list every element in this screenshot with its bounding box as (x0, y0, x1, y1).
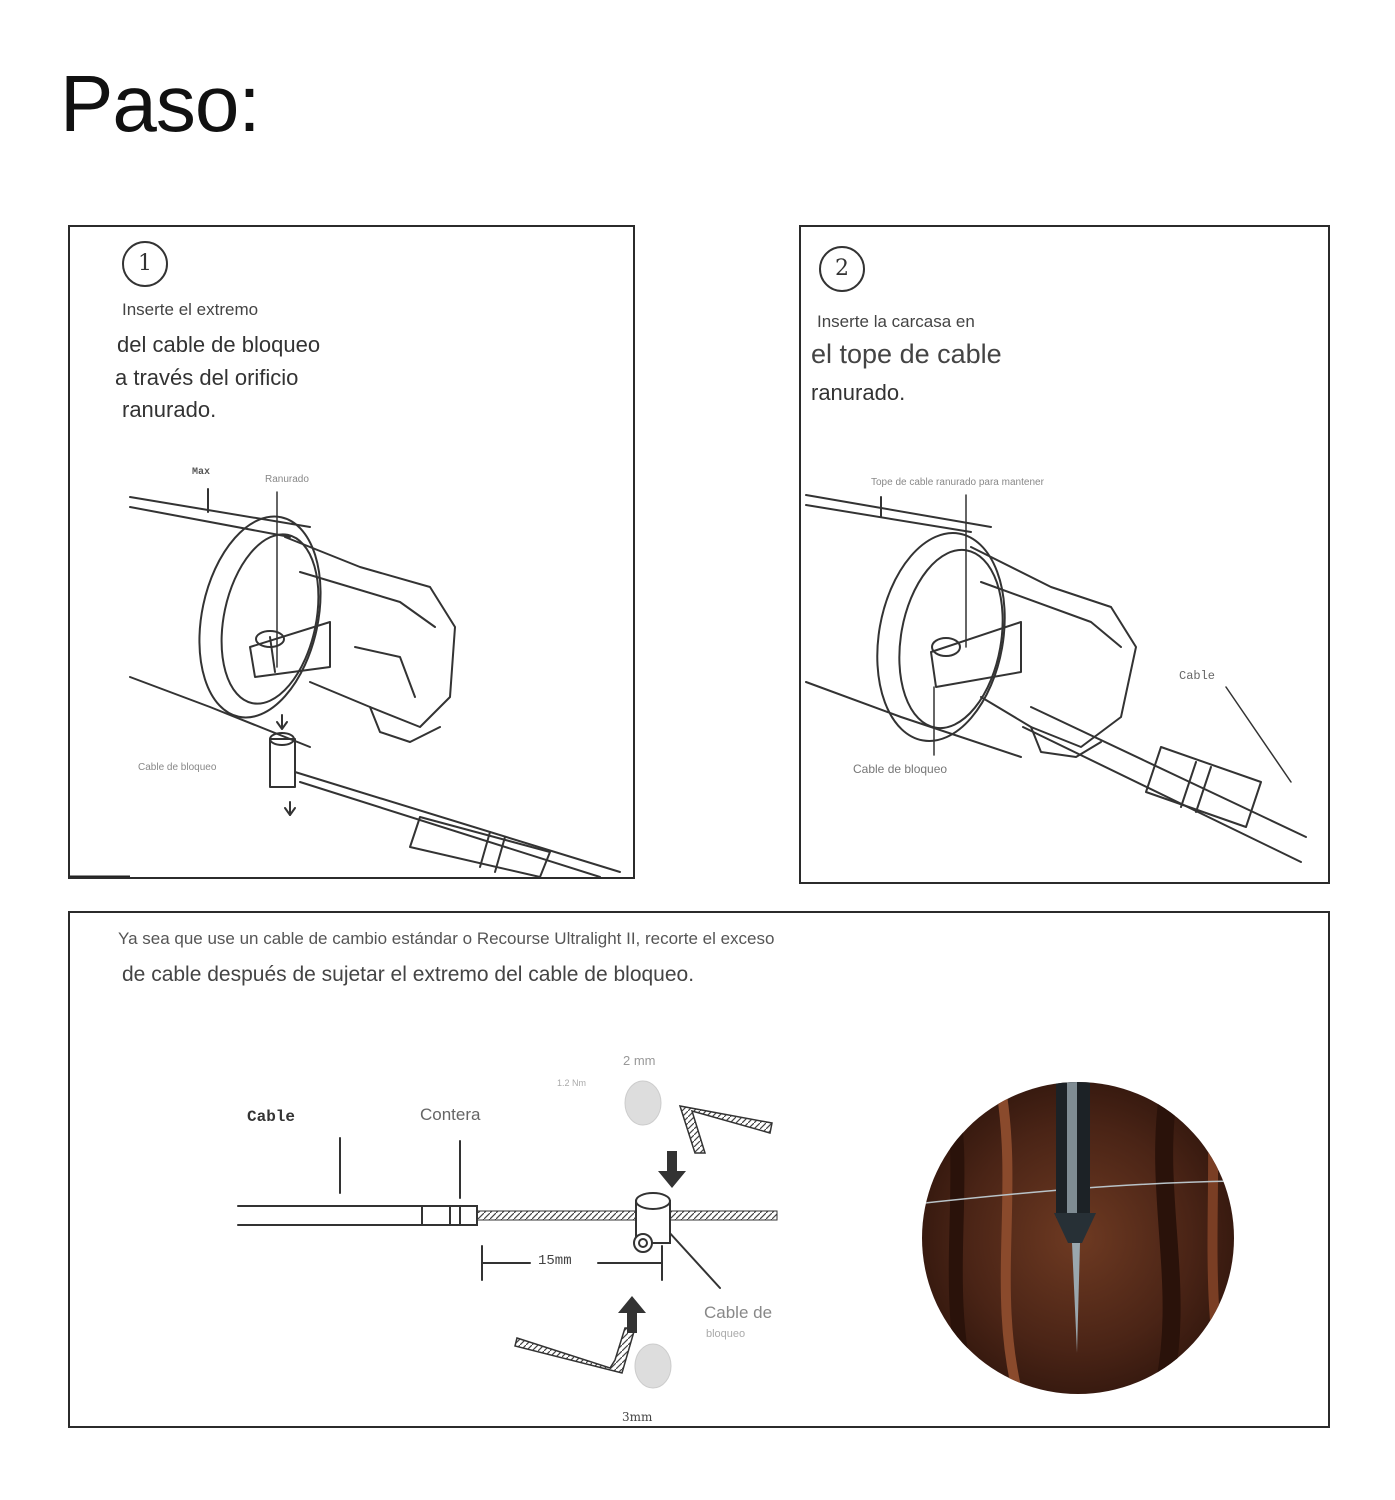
step-2-text-line-2: el tope de cable (811, 339, 1002, 369)
step-3-label-lock-line-2: bloqueo (706, 1328, 746, 1340)
step-3-text-line-1: Ya sea que use un cable de cambio estándar o Recourse Ultralight II, recorte el exceso (118, 929, 775, 948)
step-2-text-line-1: Inserte la carcasa en (817, 312, 975, 331)
step-2-label-lock: Cable de bloqueo (853, 762, 948, 776)
step-3-label-cable: Cable (247, 1108, 296, 1126)
step-3-label-length: 15mm (538, 1253, 572, 1269)
step-number-2: 2 (819, 246, 865, 292)
step-2-label-cable: Cable (1179, 669, 1216, 683)
step-3-label-2mm: 2 mm (623, 1053, 656, 1068)
step-1-panel (68, 225, 635, 879)
step-3-panel (68, 911, 1330, 1428)
step-1-text-line-2: del cable de bloqueo (117, 332, 321, 357)
step-3-label-ferrule: Contera (420, 1105, 481, 1124)
step-1-text-line-4: ranurado. (122, 397, 217, 422)
step-3-label-3mm: 3mm (622, 1410, 653, 1424)
step-2-label-stop: Tope de cable ranurado para mantener (871, 477, 1044, 488)
step-3-label-torque: 1.2 Nm (557, 1078, 587, 1088)
step-1-text-line-1: Inserte el extremo (122, 300, 259, 319)
page-title: Paso: (60, 59, 260, 148)
step-number-1: 1 (122, 241, 168, 287)
cable-trim-diagram (70, 913, 1330, 1428)
step-2-panel (799, 225, 1330, 884)
step-1-label-max: Max (192, 467, 211, 478)
step-3-text-line-2: de cable después de sujetar el extremo del cable de bloqueo. (122, 963, 695, 986)
step-3-label-lock-line-1: Cable de (704, 1303, 773, 1322)
step-2-text-line-3: ranurado. (811, 380, 906, 405)
step-1-label-slot: Ranurado (265, 474, 309, 485)
step-1-text-line-3: a través del orificio (115, 365, 299, 390)
derailleur-diagram-1 (70, 227, 635, 879)
derailleur-diagram-2 (801, 227, 1330, 884)
step-1-label-lock: Cable de bloqueo (138, 762, 217, 773)
